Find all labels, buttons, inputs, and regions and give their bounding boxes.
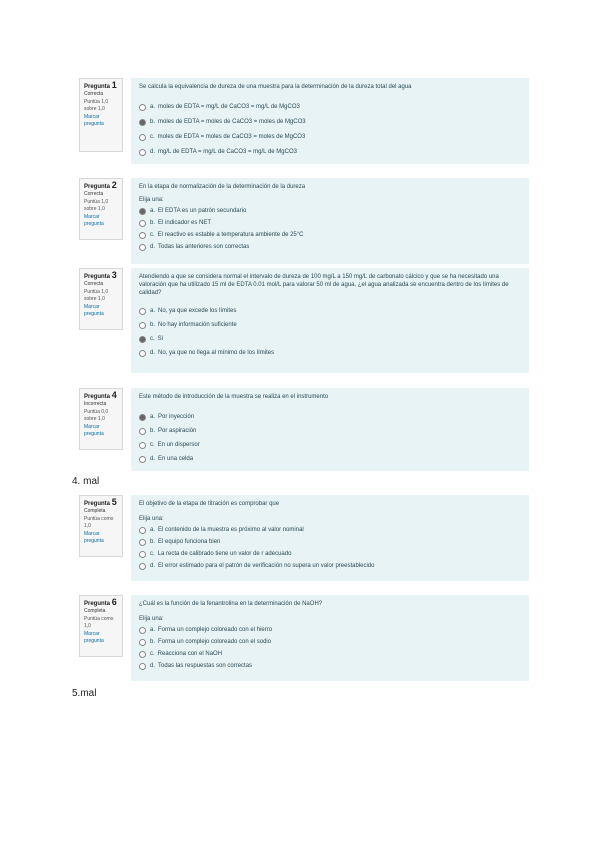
radio-button[interactable] (139, 414, 146, 421)
answer-option[interactable]: b. El equipo funciona bien (139, 538, 521, 546)
question-content (131, 178, 529, 264)
question-text: El objetivo de la etapa de titración es comprobar que (139, 501, 280, 507)
radio-button[interactable] (139, 539, 146, 546)
answer-option[interactable]: d. mg/L de EDTA = mg/L de CaCO3 = mg/L de MgCO3 (139, 148, 521, 156)
question-text: ¿Cuál es la función de la fenantrolina en la determinación de NaOH? (139, 601, 323, 607)
radio-button[interactable] (139, 563, 146, 570)
question-info (79, 268, 123, 330)
question-status: Correcta (84, 190, 104, 197)
answer-option[interactable]: d. No, ya que no llega al mínimo de los límites (139, 349, 521, 357)
question-mark: Puntúa 1,0 sobre 1,0 (84, 289, 109, 302)
question-block-5 (79, 495, 529, 581)
radio-button[interactable] (139, 442, 146, 449)
question-content (131, 268, 529, 373)
question-text: Atendiendo a que se considera normal el intervalo de dureza de 100 mg/L a 150 mg/L de carbonato cálcico y que se ha necesitado una valoración que ha utilizado 15 ml de EDTA 0.01 mol/L para valorar 50 ml de agua, ¿el agua analizada se encuentra dentro de los límites de calidad? (139, 274, 509, 296)
question-mark: Puntúa 1,0 sobre 1,0 (84, 99, 109, 112)
question-content (131, 495, 529, 581)
radio-button[interactable] (139, 308, 146, 315)
answer-option[interactable]: a. No, ya que excede los límites (139, 307, 521, 315)
question-block-6 (79, 595, 529, 681)
radio-button[interactable] (139, 134, 146, 141)
question-block-1 (79, 78, 529, 164)
radio-button[interactable] (139, 322, 146, 329)
handwritten-note: 5.mal (72, 688, 97, 699)
choose-one-label: Elija una: (139, 197, 164, 203)
radio-button[interactable] (139, 639, 146, 646)
radio-button[interactable] (139, 208, 146, 215)
question-text: Se calcula la equivalencia de dureza de una muestra para la determinación de la dureza total del agua (139, 84, 412, 90)
flag-question-link[interactable]: Marcar pregunta (84, 214, 104, 227)
flag-question-link[interactable]: Marcar pregunta (84, 631, 104, 644)
answer-option[interactable]: a. El EDTA es un patrón secundario (139, 207, 521, 215)
radio-button[interactable] (139, 527, 146, 534)
answer-option[interactable]: d. Todas las anteriores son correctas (139, 243, 521, 251)
answer-option[interactable]: b. El indicador es NET (139, 219, 521, 227)
answer-option[interactable]: a. Forma un complejo coloreado con el hierro (139, 626, 521, 634)
answer-option[interactable]: d. El error estimado para el patrón de verificación no supera un valor preestablecido (139, 562, 521, 570)
question-block-4 (79, 388, 529, 471)
radio-button[interactable] (139, 651, 146, 658)
question-block-3 (79, 268, 529, 373)
answer-option[interactable]: a. Por inyección (139, 413, 521, 421)
question-info (79, 595, 123, 657)
radio-button[interactable] (139, 663, 146, 670)
question-number: Pregunta 4 (84, 390, 117, 400)
question-info (79, 78, 123, 152)
question-info (79, 495, 123, 557)
answer-option[interactable]: b. Por aspiración (139, 427, 521, 435)
question-mark: Puntúa como 1,0 (84, 516, 114, 529)
answer-option[interactable]: c. moles de EDTA = moles de CaCO3 = moles de MgCO3 (139, 133, 521, 141)
radio-button[interactable] (139, 220, 146, 227)
question-number: Pregunta 1 (84, 80, 117, 90)
question-status: Correcta (84, 90, 104, 97)
answer-option[interactable]: c. La recta de calibrado tiene un valor de r adecuado (139, 550, 521, 558)
question-mark: Puntúa 0,0 sobre 1,0 (84, 409, 109, 422)
answer-option[interactable]: b. moles de EDTA = moles de CaCO3 = moles de MgCO3 (139, 118, 521, 126)
question-status: Correcta (84, 280, 104, 287)
flag-question-link[interactable]: Marcar pregunta (84, 304, 104, 317)
answer-option[interactable]: c. En un dispersor (139, 441, 521, 449)
answer-option[interactable]: d. Todas las respuestas son correctas (139, 662, 521, 670)
question-info (79, 388, 123, 450)
radio-button[interactable] (139, 232, 146, 239)
answer-option[interactable]: a. moles de EDTA = mg/L de CaCO3 = mg/L de MgCO3 (139, 103, 521, 111)
radio-button[interactable] (139, 104, 146, 111)
question-status: Completa (84, 507, 106, 514)
answer-option[interactable]: d. En una celda (139, 455, 521, 463)
question-number: Pregunta 2 (84, 180, 117, 190)
question-number: Pregunta 5 (84, 497, 117, 507)
answer-option[interactable]: a. El contenido de la muestra es próximo al valor nominal (139, 526, 521, 534)
handwritten-note: 4. mal (72, 476, 100, 487)
question-content (131, 388, 529, 471)
choose-one-label: Elija una: (139, 516, 164, 522)
radio-button[interactable] (139, 551, 146, 558)
radio-button[interactable] (139, 336, 146, 343)
answer-option[interactable]: c. El reactivo es estable a temperatura ambiente de 25°C (139, 231, 521, 239)
question-number: Pregunta 3 (84, 270, 117, 280)
question-status: Completa (84, 607, 106, 614)
answer-option[interactable]: c. Sí (139, 335, 521, 343)
answer-option[interactable]: c. Reacciona con el NaOH (139, 650, 521, 658)
question-status: Incorrecta (84, 400, 107, 407)
radio-button[interactable] (139, 627, 146, 634)
flag-question-link[interactable]: Marcar pregunta (84, 531, 104, 544)
radio-button[interactable] (139, 428, 146, 435)
question-content (131, 595, 529, 681)
radio-button[interactable] (139, 149, 146, 156)
flag-question-link[interactable]: Marcar pregunta (84, 114, 104, 127)
question-text: Este método de introducción de la muestra se realiza en el instrumento (139, 394, 329, 400)
question-mark: Puntúa 1,0 sobre 1,0 (84, 199, 109, 212)
question-content (131, 78, 529, 164)
question-number: Pregunta 6 (84, 597, 117, 607)
choose-one-label: Elija una: (139, 616, 164, 622)
radio-button[interactable] (139, 119, 146, 126)
flag-question-link[interactable]: Marcar pregunta (84, 424, 104, 437)
answer-option[interactable]: b. Forma un complejo coloreado con el sodio (139, 638, 521, 646)
radio-button[interactable] (139, 456, 146, 463)
question-info (79, 178, 123, 240)
question-block-2 (79, 178, 529, 264)
radio-button[interactable] (139, 350, 146, 357)
question-mark: Puntúa como 1,0 (84, 616, 114, 629)
radio-button[interactable] (139, 244, 146, 251)
question-text: En la etapa de normalización de la determinación de la dureza (139, 184, 306, 190)
answer-option[interactable]: b. No hay información suficiente (139, 321, 521, 329)
